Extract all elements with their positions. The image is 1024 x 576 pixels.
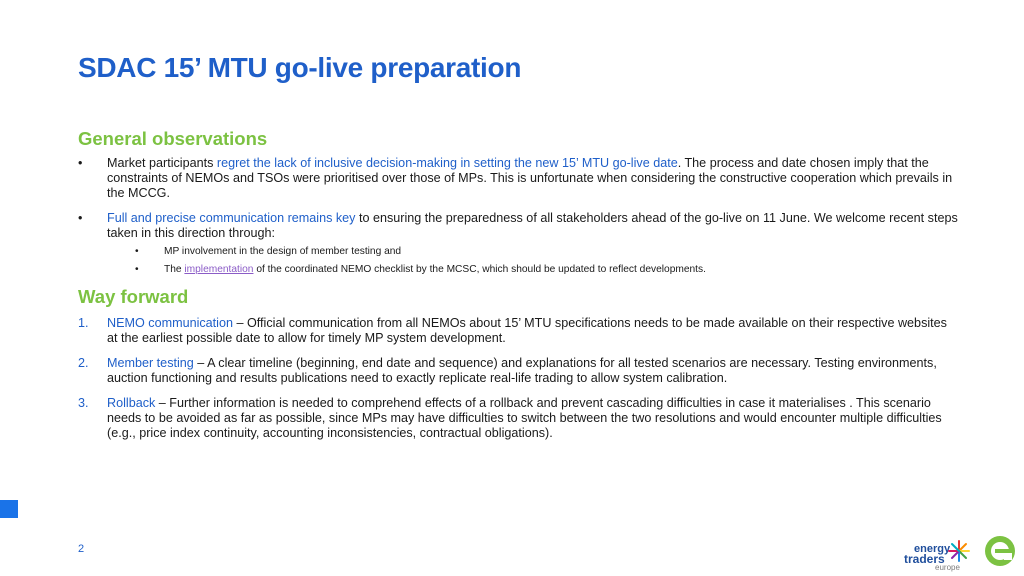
sub-list xyxy=(107,245,958,276)
item-label: Rollback xyxy=(107,396,156,410)
energy-traders-europe-logo: energy traders europe xyxy=(902,540,972,570)
way-forward-list xyxy=(78,316,958,441)
slide-content xyxy=(78,128,958,451)
number-marker: 2. xyxy=(78,356,89,370)
list-item: • Market participants regret the lack of inclusive decision-making in setting the new 15’ MTU go-live date. The process and date chosen imply that the constraints of NEMOs and TSOs were prioritised over those of MPs. This is unfortunate when considering the constructive cooperation which prevails in the MCCG. xyxy=(78,156,953,200)
number-marker: 3. xyxy=(78,396,89,410)
sub-list-item: • MP involvement in the design of member testing and xyxy=(135,246,402,257)
bullet-marker: • xyxy=(135,264,139,275)
highlighted-text: Full and precise communication remains key xyxy=(107,211,356,225)
list-item: 3. Rollback – Further information is needed to comprehend effects of a rollback and prevent cascading difficulties in case it materialises . This scenario needs to be avoided as far as possible, since MPs may have difficulties to switch between the two resolutions and would encounter multiple difficulties (e.g., price index continuity, accounting inconsistencies, contractual obligations). xyxy=(78,396,942,440)
general-observations-heading: General observations xyxy=(78,128,268,149)
item-label: NEMO communication xyxy=(107,316,233,330)
slide-title: SDAC 15’ MTU go-live preparation xyxy=(78,52,522,83)
bullet-marker: • xyxy=(78,156,83,170)
page-number: 2 xyxy=(78,543,85,555)
bullet-marker: • xyxy=(78,211,83,225)
item-label: Member testing xyxy=(107,356,194,370)
general-observations-list xyxy=(78,156,958,276)
list-item: 2. Member testing – A clear timeline (beginning, end date and sequence) and explanations for all tested scenarios are necessary. Testing environments, auction functioning and results publications need to exactly replicate real-life trading to allow system calibration. xyxy=(78,356,937,385)
list-item: 1. NEMO communication – Official communication from all NEMOs about 15’ MTU specifications needs to be made available on their respective websites at the earliest possible date to allow for timely MP system development. xyxy=(78,316,947,345)
side-accent-square xyxy=(0,500,18,518)
list-item: • Full and precise communication remains key to ensuring the preparedness of all stakeholders ahead of the go-live on 11 June. We welcome recent steps taken in this direction through: • MP involvement in the design of member testing and • The implementation of the coordinated NEMO checklist by the MCSC, which should be updated to reflect developments. xyxy=(78,211,958,275)
starburst-icon xyxy=(948,540,970,562)
bullet-marker: • xyxy=(135,246,139,257)
number-marker: 1. xyxy=(78,316,89,330)
sub-list-item: • The implementation of the coordinated NEMO checklist by the MCSC, which should be updated to reflect developments. xyxy=(135,264,706,275)
e-logo-icon xyxy=(984,535,1016,567)
implementation-link[interactable]: implementation xyxy=(184,264,254,275)
highlighted-text: regret the lack of inclusive decision-making in setting the new 15’ MTU go-live date xyxy=(216,156,678,170)
way-forward-heading: Way forward xyxy=(78,286,189,307)
